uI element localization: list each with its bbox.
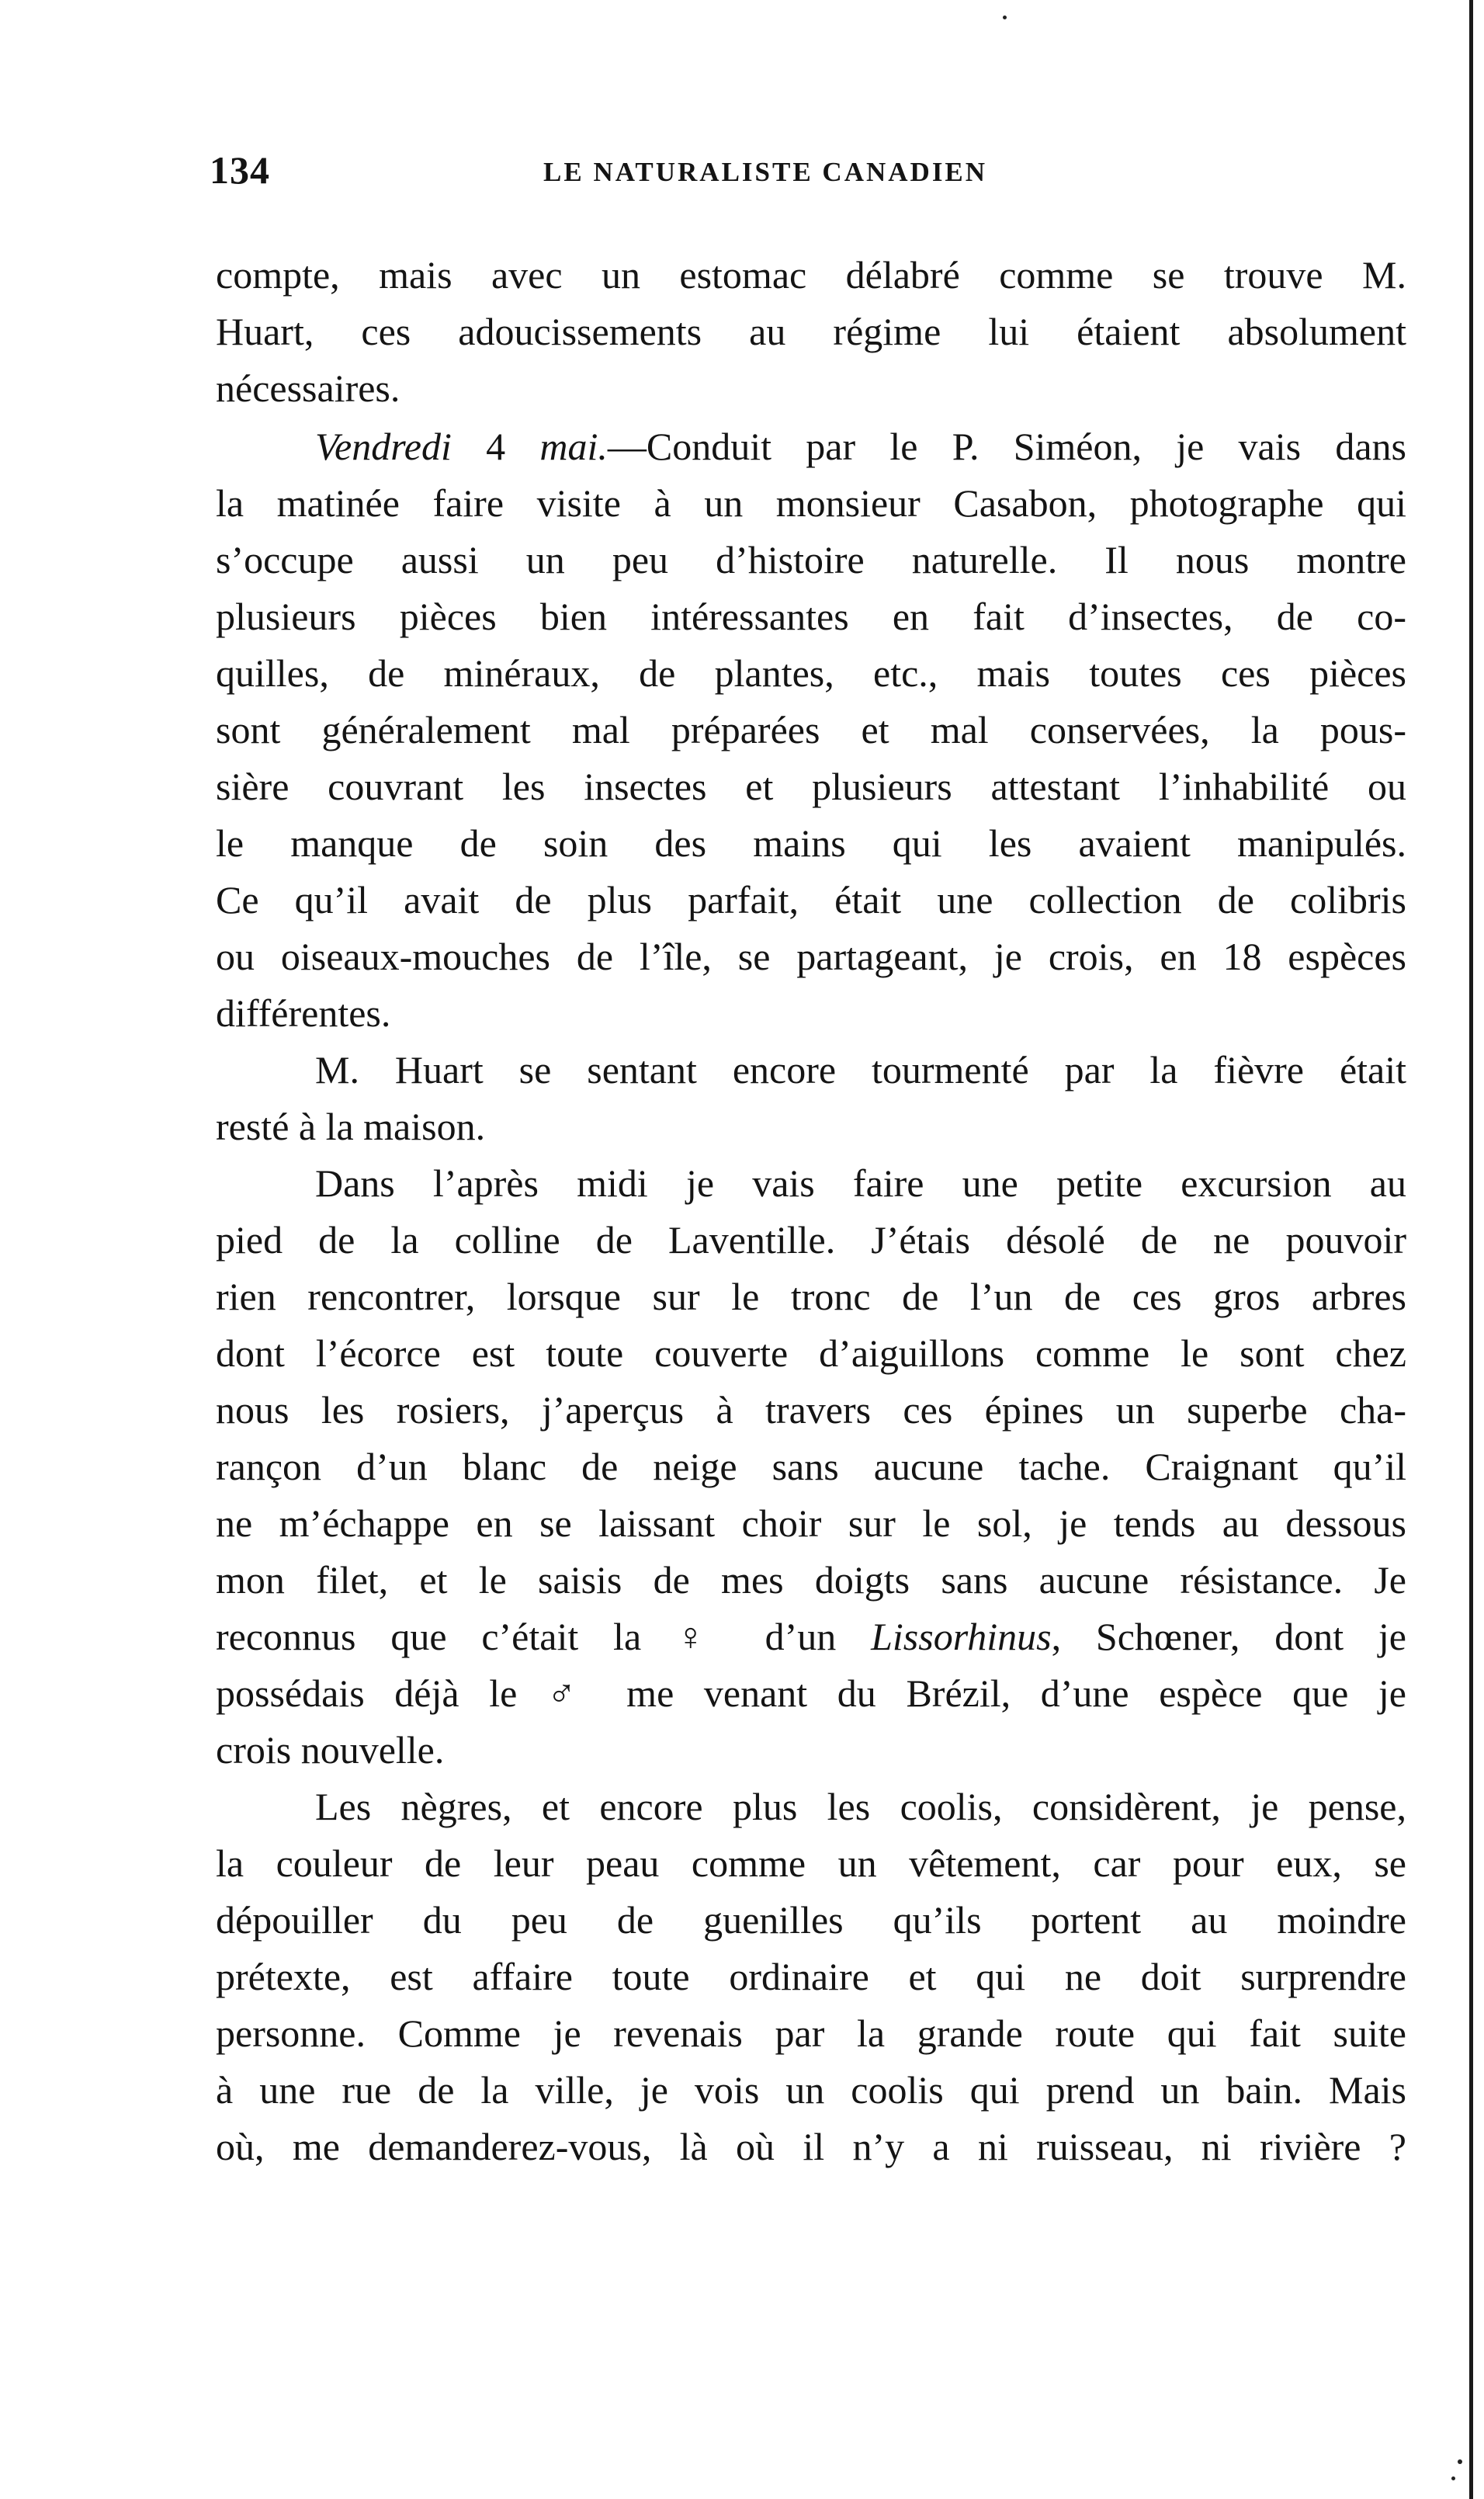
date-label-month: mai. [539, 425, 608, 468]
text-line: prétexte, est affaire toute ordinaire et qui ne doit surprendre [216, 1955, 1406, 1998]
text-line: rien rencontrer, lorsque sur le tronc de l’un de ces gros arbres [216, 1275, 1406, 1318]
text-line: dont l’écorce est toute couverte d’aiguillons comme le sont chez [216, 1331, 1406, 1375]
text-line: où, me demanderez-vous, là où il n’y a ni ruisseau, ni rivière ? [216, 2125, 1406, 2168]
page-edge-shadow [1469, 0, 1473, 2499]
page-header [210, 148, 1063, 202]
text-run: , Schœner, dont je [1051, 1615, 1406, 1658]
genus-name: Lissorhinus [871, 1615, 1052, 1658]
text-line: M. Huart se sentant encore tourmenté par la fièvre était [315, 1048, 1406, 1092]
text-line: possédais déjà le ♂ me venant du Brézil, d’une espèce que je [216, 1671, 1406, 1715]
text-line: ou oiseaux-mouches de l’île, se partageant, je crois, en 18 espèces [216, 935, 1406, 978]
text-line: Ce qu’il avait de plus parfait, était une collection de colibris [216, 878, 1406, 922]
text-line: la couleur de leur peau comme un vêtement, car pour eux, se [216, 1841, 1406, 1885]
text-line: pied de la colline de Laventille. J’étais désolé de ne pouvoir [216, 1218, 1406, 1262]
text-line: différentes. [216, 991, 391, 1035]
text-line: à une rue de la ville, je vois un coolis qui prend un bain. Mais [216, 2068, 1406, 2112]
text-line: Dans l’après midi je vais faire une petite excursion au [315, 1161, 1406, 1205]
date-label-day: Vendredi [315, 425, 452, 468]
ink-speck [1458, 2459, 1462, 2464]
text-line: ne m’échappe en se laissant choir sur le sol, je tends au dessous [216, 1501, 1406, 1545]
text-line: le manque de soin des mains qui les avaient manipulés. [216, 821, 1406, 865]
text-line: la matinée faire visite à un monsieur Casabon, photographe qui [216, 481, 1406, 525]
text-line: plusieurs pièces bien intéressantes en fait d’insectes, de co- [216, 595, 1406, 638]
text-line: s’occupe aussi un peu d’histoire naturelle. Il nous montre [216, 538, 1406, 581]
text-line [216, 1609, 1406, 1665]
running-title: LE NATURALISTE CANADIEN [543, 157, 988, 187]
text-line: nous les rosiers, j’aperçus à travers ces épines un superbe cha- [216, 1388, 1406, 1432]
text-run: reconnus que c’était la ♀ d’un [216, 1615, 872, 1658]
text-line: sière couvrant les insectes et plusieurs attestant l’inhabilité ou [216, 765, 1406, 808]
ink-speck [1003, 16, 1007, 19]
ink-speck [1451, 2476, 1455, 2480]
date-label-number: 4 [451, 425, 540, 468]
text-line: crois nouvelle. [216, 1728, 445, 1772]
text-line: personne. Comme je revenais par la grande route qui fait suite [216, 2011, 1406, 2055]
text-line: resté à la maison. [216, 1105, 486, 1148]
text-run: —Conduit par le P. Siméon, je vais dans [607, 425, 1407, 468]
text-line: nécessaires. [216, 366, 400, 410]
text-line: dépouiller du peu de guenilles qu’ils portent au moindre [216, 1898, 1406, 1942]
text-line: quilles, de minéraux, de plantes, etc., mais toutes ces pièces [216, 651, 1406, 695]
page-number: 134 [210, 148, 270, 192]
text-line: compte, mais avec un estomac délabré comme se trouve M. [216, 253, 1406, 297]
text-line: rançon d’un blanc de neige sans aucune tache. Craignant qu’il [216, 1445, 1406, 1488]
text-line: Les nègres, et encore plus les coolis, considèrent, je pense, [315, 1785, 1406, 1828]
text-line: Huart, ces adoucissements au régime lui étaient absolument [216, 310, 1406, 353]
body-text [216, 247, 1406, 2175]
text-line [216, 418, 1406, 475]
text-line: mon filet, et le saisis de mes doigts sans aucune résistance. Je [216, 1558, 1406, 1602]
text-line: sont généralement mal préparées et mal conservées, la pous- [216, 708, 1406, 751]
